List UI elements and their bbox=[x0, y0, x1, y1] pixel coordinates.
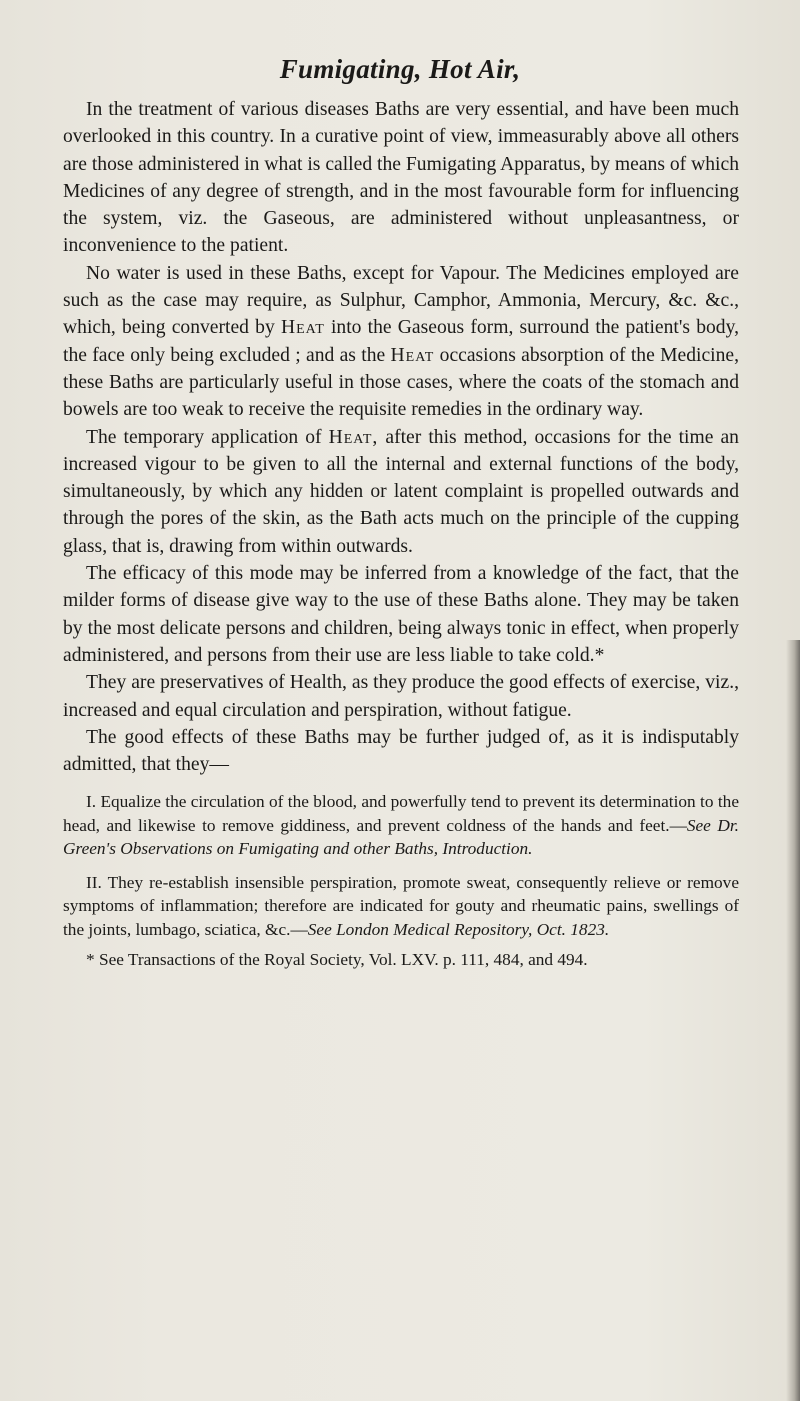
paragraph-2-part-a: No water is used in these Baths, except for Vapour. The Medicines employed are such as the case may require, as Sulphur, Camphor, Ammonia, Mercury, &c. &c., which, being converted by bbox=[63, 262, 739, 339]
page-body bbox=[63, 96, 739, 971]
heat-term-3: Heat, bbox=[328, 426, 379, 448]
list-item-1-reference: See Dr. Green's Observations on Fumigating and other Baths, Introduction. bbox=[63, 815, 739, 859]
paragraph-3-part-b: after this method, occasions for the time an increased vigour to be given to all the internal and external functions of the body, simultaneously, by which any hidden or latent complaint is propelled outwards and through the pores of the skin, as the Bath acts much on the principle of the cupping glass, that is, drawing from within outwards. bbox=[63, 426, 739, 557]
list-item-2-reference: See London Medical Repository, Oct. 1823. bbox=[307, 919, 610, 939]
paragraph-2 bbox=[63, 260, 739, 424]
page-edge-shadow bbox=[786, 640, 800, 1401]
paragraph-5: They are preservatives of Health, as they produce the good effects of exercise, viz., increased and equal circulation and perspiration, without fatigue. bbox=[63, 672, 739, 721]
paragraph-3 bbox=[63, 424, 739, 560]
paragraph-2-part-c: occasions absorption of the Medicine, these Baths are particularly useful in those cases, where the coats of the stomach and bowels are too weak to receive the requisite remedies in the ordinary way. bbox=[63, 344, 739, 421]
paragraph-4: The efficacy of this mode may be inferred from a knowledge of the fact, that the milder forms of disease give way to the use of these Baths alone. They may be taken by the most delicate persons and children, being always tonic in effect, when properly administered, and persons from their use are less liable to take cold.* bbox=[63, 563, 739, 666]
heat-term-2: Heat bbox=[390, 344, 435, 366]
list-item-2-text: II. They re-establish insensible perspiration, promote sweat, consequently relieve or remove symptoms of inflammation; therefore are indicated for gouty and rheumatic pains, swellings of the joints, lumbago, sciatica, &c.— bbox=[63, 872, 739, 939]
paragraph-2-part-b: into the Gaseous form, surround the patient's body, the face only being excluded ; and as the bbox=[63, 317, 740, 366]
list-item-2 bbox=[63, 871, 739, 942]
paragraph-1: In the treatment of various diseases Baths are very essential, and have been much overlooked in this country. In a curative point of view, immeasurably above all others are those administered in what is called the Fumigating Apparatus, by means of which Medicines of any degree of strength, and in the most favourable form for influencing the system, viz. the Gaseous, are administered without unpleasantness, or inconvenience to the patient. bbox=[63, 99, 739, 257]
paragraph-6: The good effects of these Baths may be further judged of, as it is indisputably admitted, that they— bbox=[63, 726, 739, 776]
list-item-1 bbox=[63, 790, 739, 861]
footnote: * See Transactions of the Royal Society, Vol. LXV. p. 111, 484, and 494. bbox=[86, 950, 588, 970]
running-header: Fumigating, Hot Air, bbox=[279, 54, 521, 84]
heat-term-1: Heat bbox=[280, 317, 325, 339]
list-item-1-text: I. Equalize the circulation of the blood, and powerfully tend to prevent its determination to the head, and likewise to remove giddiness, and prevent coldness of the hands and feet.— bbox=[63, 792, 739, 835]
paragraph-3-part-a: The temporary application of bbox=[86, 426, 322, 448]
